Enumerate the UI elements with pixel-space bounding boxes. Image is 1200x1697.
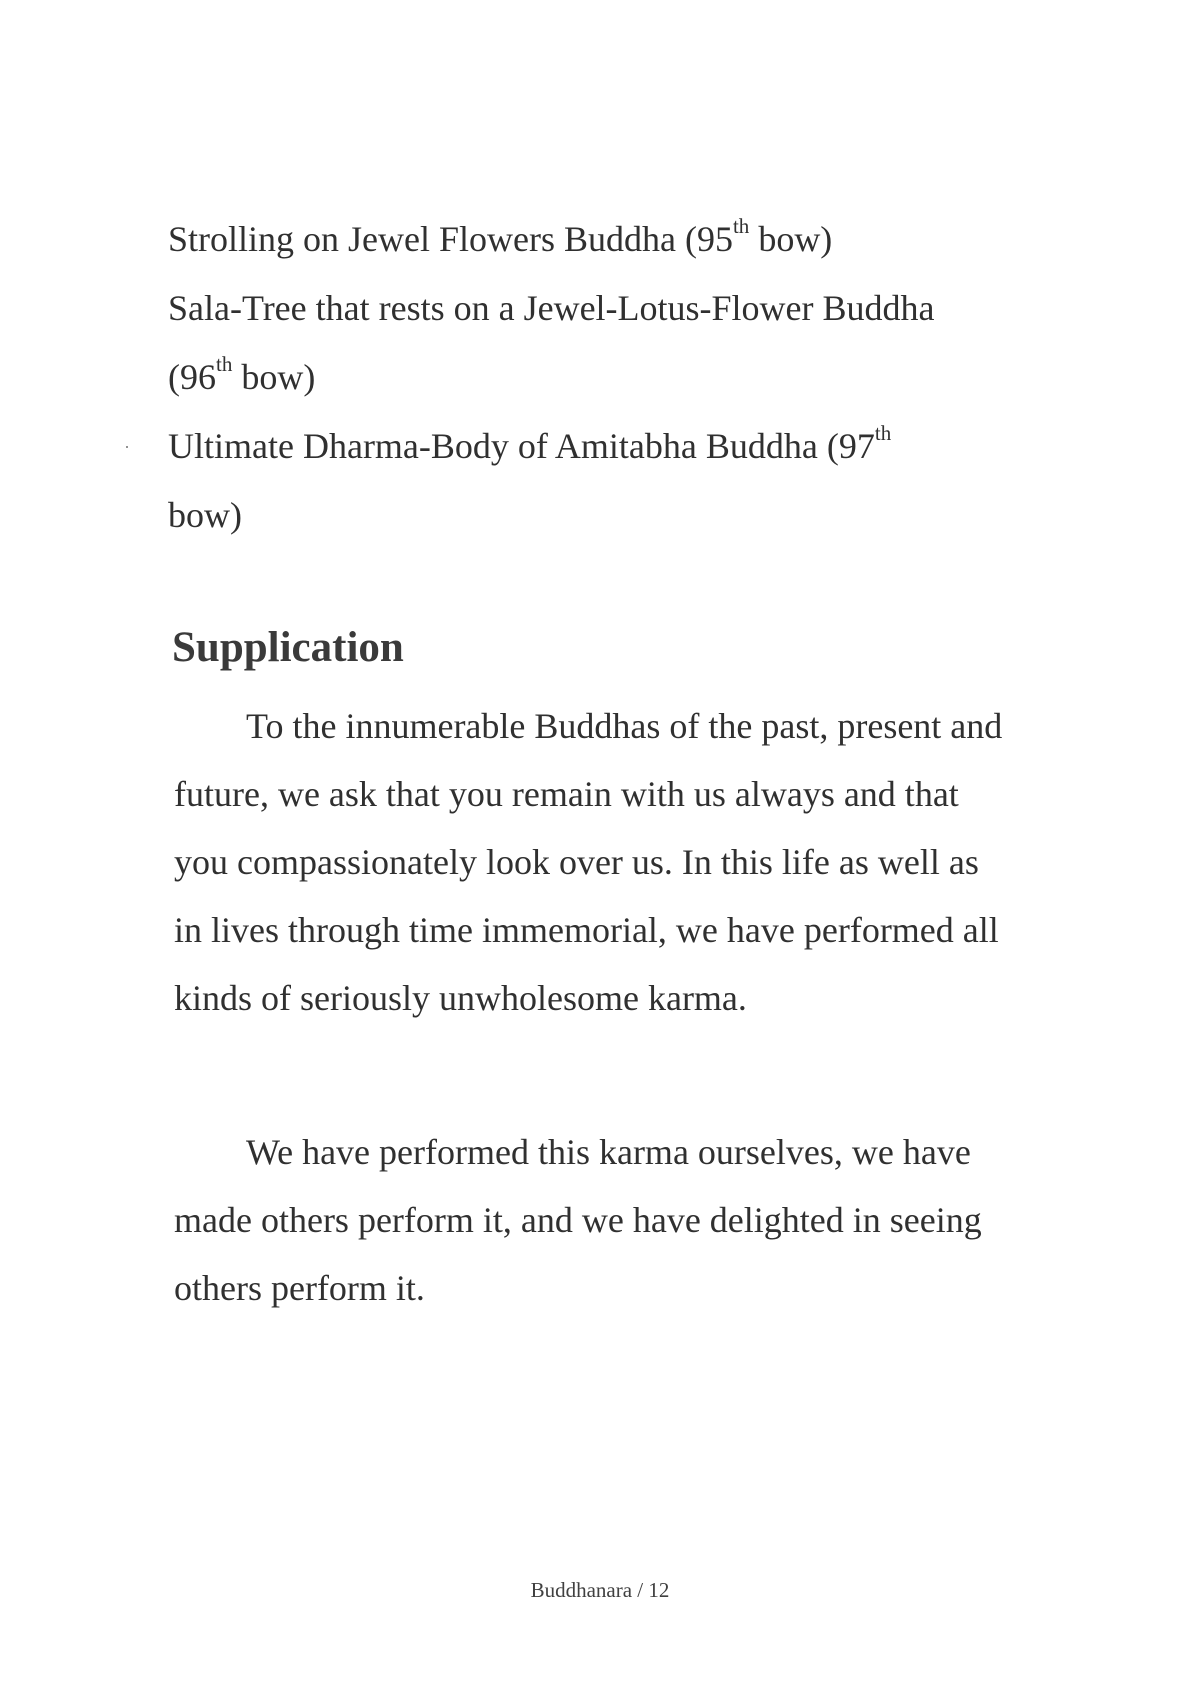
- bow-list: [168, 205, 1028, 550]
- bow-line-96-b: [168, 343, 1028, 412]
- bow-text: bow): [749, 219, 833, 259]
- ordinal-suffix: th: [874, 421, 892, 445]
- bow-line-96-a: [168, 274, 1028, 343]
- bow-text: Ultimate Dharma-Body of Amitabha Buddha (97: [168, 426, 875, 466]
- paragraph: To the innumerable Buddhas of the past, present and future, we ask that you remain with us always and that you compassionately look over us. In this life as well as in lives through time immemorial, we have performed all kinds of seriously unwholesome karma.: [174, 706, 1003, 1018]
- bow-line-97-a: [168, 412, 1028, 481]
- scan-speck: [126, 446, 128, 448]
- paragraph: We have performed this karma ourselves, we have made others perform it, and we have delighted in seeing others perform it.: [174, 1132, 982, 1308]
- bow-text: Sala-Tree that rests on a Jewel-Lotus-Flower Buddha: [168, 288, 935, 328]
- bow-text: Strolling on Jewel Flowers Buddha (95: [168, 219, 733, 259]
- section-title: Supplication: [172, 624, 404, 671]
- ordinal-suffix: th: [216, 352, 233, 376]
- ordinal-suffix: th: [732, 214, 750, 238]
- bow-line-97-b: [168, 481, 1028, 550]
- bow-line-95: [168, 205, 1028, 274]
- bow-text: (96: [168, 357, 216, 397]
- bow-text: bow): [168, 495, 242, 535]
- page-footer: Buddhanara / 12: [530, 1578, 670, 1602]
- bow-text: bow): [232, 357, 316, 397]
